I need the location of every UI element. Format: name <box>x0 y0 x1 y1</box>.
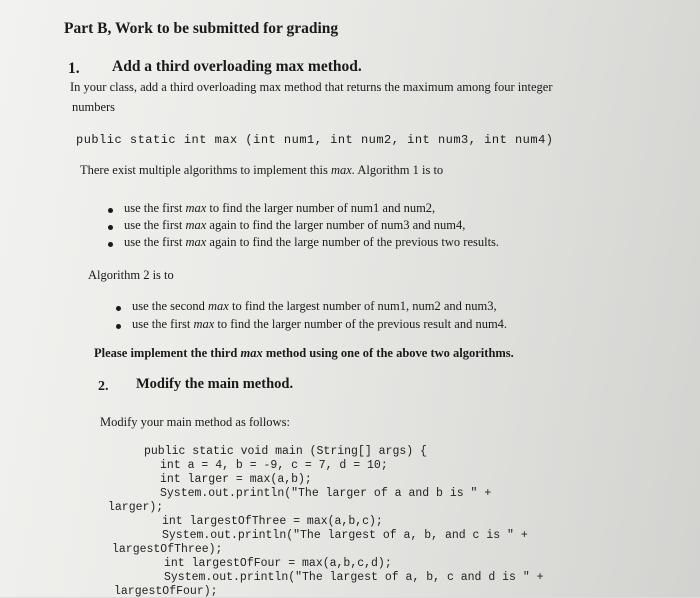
algorithms-intro-text: There exist multiple algorithms to implement this <box>80 163 332 177</box>
code-line: int a = 4, b = -9, c = 7, d = 10; <box>160 459 388 472</box>
code-line: public static void main (String[] args) { <box>144 445 427 458</box>
alg1-item-3-b: again to find the large number of the previous two results. <box>206 235 500 249</box>
alg2-item-2-b: to find the larger number of the previous result and num4. <box>214 317 508 331</box>
code-line: System.out.println("The largest of a, b, c and d is " + <box>164 571 544 584</box>
section2-number: 2. <box>98 379 109 394</box>
implement-instruction-a: Please implement the third <box>94 346 241 360</box>
code-line: int largestOfFour = max(a,b,c,d); <box>164 557 392 570</box>
code-line: largestOfFour); <box>114 585 218 598</box>
code-line: int larger = max(a,b); <box>160 473 312 486</box>
section1-intro-line1: In your class, add a third overloading max method that returns the maximum among four integer <box>70 80 553 94</box>
alg1-item-2 <box>124 218 465 233</box>
algorithms-intro <box>80 163 443 178</box>
alg1-item-1-a: use the first <box>124 201 186 215</box>
part-title: Part B, Work to be submitted for grading <box>64 20 339 37</box>
section1-number: 1. <box>68 60 80 77</box>
code-line: largestOfThree); <box>112 543 223 556</box>
implement-instruction <box>94 346 514 361</box>
alg1-item-1-b: to find the larger number of num1 and num2, <box>206 201 436 215</box>
code-line: int largestOfThree = max(a,b,c); <box>162 515 383 528</box>
alg1-item-3 <box>124 235 499 250</box>
algorithms-intro-em: max. <box>331 163 355 177</box>
alg2-item-1 <box>132 299 497 314</box>
alg1-item-3-em: max <box>185 235 207 249</box>
alg1-item-1-em: max <box>185 201 207 215</box>
algorithms-intro-text-end: Algorithm 1 is to <box>354 163 444 177</box>
implement-instruction-em: max <box>240 346 263 360</box>
alg2-title: Algorithm 2 is to <box>88 268 174 282</box>
section1-intro-line2: numbers <box>72 100 116 114</box>
bullet-icon <box>108 242 113 247</box>
alg2-item-1-em: max <box>208 299 229 313</box>
alg1-item-1 <box>124 201 435 216</box>
bullet-icon <box>108 225 113 230</box>
section1-heading: Add a third overloading max method. <box>112 58 362 75</box>
alg2-item-2-em: max <box>193 317 215 331</box>
code-line: larger); <box>108 501 164 514</box>
alg1-item-2-b: again to find the larger number of num3 and num4, <box>206 218 466 232</box>
alg2-item-1-a: use the second <box>132 299 209 313</box>
alg1-item-3-a: use the first <box>124 235 186 249</box>
alg2-item-2 <box>132 317 507 332</box>
alg2-item-1-b: to find the largest number of num1, num2 and num3, <box>228 299 497 313</box>
code-line: System.out.println("The largest of a, b, and c is " + <box>162 529 528 542</box>
implement-instruction-b: method using one of the above two algorithms. <box>262 346 514 360</box>
bullet-icon <box>116 324 121 329</box>
section2-heading: Modify the main method. <box>136 376 294 392</box>
section2-intro: Modify your main method as follows: <box>100 415 290 429</box>
alg1-item-2-em: max <box>185 218 207 232</box>
method-signature: public static int max (int num1, int num2, int num3, int num4) <box>76 133 554 147</box>
code-line: System.out.println("The larger of a and b is " + <box>160 487 492 500</box>
alg2-item-2-a: use the first <box>132 317 194 331</box>
alg1-item-2-a: use the first <box>124 218 186 232</box>
bullet-icon <box>116 306 121 311</box>
bullet-icon <box>108 208 113 213</box>
